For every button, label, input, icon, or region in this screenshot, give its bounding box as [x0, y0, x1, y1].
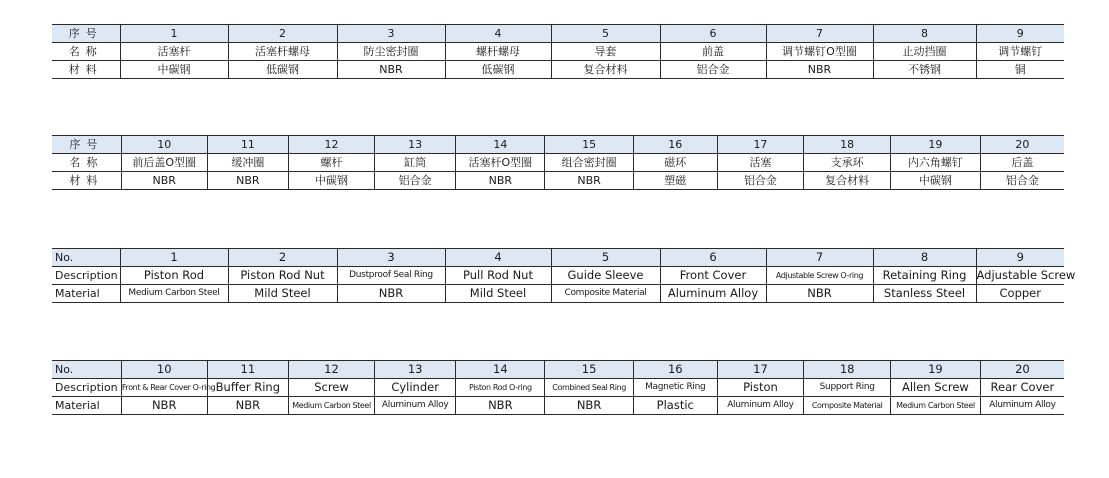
number-cell: 12 [289, 136, 375, 154]
material-cell: Medium Carbon Steel [289, 397, 375, 415]
material-cell: 铝合金 [980, 172, 1064, 190]
number-cell: 9 [976, 249, 1064, 267]
number-cell: 18 [804, 136, 891, 154]
number-cell: 18 [804, 361, 891, 379]
parts-table-en-1-9 [52, 248, 1076, 303]
number-cell: 19 [891, 136, 981, 154]
number-cell: 4 [445, 249, 551, 267]
material-cell: 不锈钢 [873, 61, 976, 79]
number-cell: 9 [976, 25, 1064, 43]
name-cell: Front & Rear Cover O-ring [121, 379, 207, 397]
name-cell: 螺杆 [289, 154, 375, 172]
number-cell: 16 [633, 136, 717, 154]
number-cell: 16 [633, 361, 717, 379]
name-cell: 内六角螺钉 [891, 154, 981, 172]
number-cell: 3 [337, 249, 445, 267]
number-cell: 17 [717, 136, 804, 154]
material-cell: NBR [207, 397, 289, 415]
parts-table-en-10-20 [52, 360, 1064, 415]
number-cell: 2 [228, 25, 337, 43]
parts-table-cn-10-20 [52, 135, 1064, 190]
name-cell: Adjustable Screw [976, 267, 1064, 285]
number-cell: 7 [766, 25, 873, 43]
name-cell: 前后盖O型圈 [121, 154, 207, 172]
number-cell: 6 [660, 25, 766, 43]
number-cell: 6 [660, 249, 766, 267]
name-cell: Magnetic Ring [633, 379, 717, 397]
number-cell: 3 [337, 25, 445, 43]
number-cell: 11 [207, 361, 289, 379]
name-cell: Piston [717, 379, 804, 397]
header-name: 名称 [52, 154, 121, 172]
name-cell: Buffer Ring [207, 379, 289, 397]
material-cell: Composite Material [804, 397, 891, 415]
material-cell: Mild Steel [445, 285, 551, 303]
name-row [52, 379, 1064, 397]
number-cell: 1 [120, 249, 228, 267]
number-row [52, 361, 1064, 379]
number-cell: 8 [873, 249, 976, 267]
name-row [52, 154, 1064, 172]
name-cell: 导套 [551, 43, 660, 61]
material-cell: NBR [456, 397, 545, 415]
header-material: 材料 [52, 61, 120, 79]
name-cell: Adjustable Screw O-ring [766, 267, 873, 285]
name-cell: 前盖 [660, 43, 766, 61]
name-cell: 调节螺钉O型圈 [766, 43, 873, 61]
name-cell: Front Cover [660, 267, 766, 285]
material-cell: 低碳钢 [228, 61, 337, 79]
material-cell: 复合材料 [804, 172, 891, 190]
header-number: 序号 [52, 25, 120, 43]
material-cell: Aluminum Alloy [374, 397, 456, 415]
number-cell: 7 [766, 249, 873, 267]
name-cell: Screw [289, 379, 375, 397]
number-cell: 14 [456, 136, 545, 154]
name-cell: 缸筒 [374, 154, 456, 172]
number-cell: 5 [551, 249, 660, 267]
name-cell: Support Ring [804, 379, 891, 397]
name-cell: Piston Rod O-ring [456, 379, 545, 397]
material-cell: Mild Steel [228, 285, 337, 303]
name-cell: Guide Sleeve [551, 267, 660, 285]
name-cell: 活塞杆O型圈 [456, 154, 545, 172]
material-row [52, 285, 1064, 303]
name-cell: 组合密封圈 [545, 154, 634, 172]
header-number: No. [52, 361, 121, 379]
name-cell: Cylinder [374, 379, 456, 397]
name-cell: 磁环 [633, 154, 717, 172]
material-cell: 铝合金 [660, 61, 766, 79]
header-name: 名称 [52, 43, 120, 61]
header-number: No. [52, 249, 120, 267]
material-cell: Aluminum Alloy [717, 397, 804, 415]
header-material: Material [52, 285, 120, 303]
name-cell: Allen Screw [891, 379, 981, 397]
number-cell: 10 [121, 136, 207, 154]
parts-table-cn-1-9 [52, 24, 1064, 79]
number-cell: 5 [551, 25, 660, 43]
header-description: Description [52, 379, 121, 397]
material-cell: Composite Material [551, 285, 660, 303]
name-cell: Rear Cover [980, 379, 1064, 397]
material-cell: 中碳钢 [120, 61, 228, 79]
material-cell: 中碳钢 [289, 172, 375, 190]
name-cell: 止动挡圈 [873, 43, 976, 61]
material-cell: NBR [121, 397, 207, 415]
material-cell: Medium Carbon Steel [891, 397, 981, 415]
header-material: Material [52, 397, 121, 415]
number-cell: 14 [456, 361, 545, 379]
material-cell: 低碳钢 [445, 61, 551, 79]
material-cell: NBR [545, 397, 634, 415]
name-cell: Piston Rod [120, 267, 228, 285]
number-cell: 15 [545, 136, 634, 154]
name-cell: Dustproof Seal Ring [337, 267, 445, 285]
number-row [52, 136, 1064, 154]
number-cell: 12 [289, 361, 375, 379]
number-cell: 17 [717, 361, 804, 379]
name-cell: 活塞杆 [120, 43, 228, 61]
name-row [52, 43, 1064, 61]
name-cell: Pull Rod Nut [445, 267, 551, 285]
material-cell: 铝合金 [717, 172, 804, 190]
name-cell: 螺杆螺母 [445, 43, 551, 61]
number-cell: 10 [121, 361, 207, 379]
name-cell: Retaining Ring [873, 267, 976, 285]
name-cell: 支承环 [804, 154, 891, 172]
material-cell: 中碳钢 [891, 172, 981, 190]
number-cell: 2 [228, 249, 337, 267]
number-cell: 19 [891, 361, 981, 379]
number-cell: 13 [374, 136, 456, 154]
number-cell: 4 [445, 25, 551, 43]
material-cell: 塑磁 [633, 172, 717, 190]
name-cell: 调节螺钉 [976, 43, 1064, 61]
material-cell: NBR [766, 285, 873, 303]
material-row [52, 397, 1064, 415]
material-cell: Stanless Steel [873, 285, 976, 303]
material-cell: NBR [207, 172, 289, 190]
number-cell: 11 [207, 136, 289, 154]
material-cell: Copper [976, 285, 1064, 303]
material-cell: NBR [337, 285, 445, 303]
number-cell: 13 [374, 361, 456, 379]
material-cell: Plastic [633, 397, 717, 415]
material-cell: NBR [121, 172, 207, 190]
material-cell: NBR [545, 172, 634, 190]
material-cell: NBR [766, 61, 873, 79]
number-cell: 8 [873, 25, 976, 43]
number-row [52, 25, 1064, 43]
material-cell: Aluminum Alloy [660, 285, 766, 303]
material-cell: NBR [456, 172, 545, 190]
material-row [52, 172, 1064, 190]
material-cell: 复合材料 [551, 61, 660, 79]
header-material: 材料 [52, 172, 121, 190]
name-cell: 缓冲圈 [207, 154, 289, 172]
number-cell: 15 [545, 361, 634, 379]
number-cell: 1 [120, 25, 228, 43]
number-cell: 20 [980, 136, 1064, 154]
name-cell: Piston Rod Nut [228, 267, 337, 285]
name-cell: 后盖 [980, 154, 1064, 172]
number-row [52, 249, 1064, 267]
material-row [52, 61, 1064, 79]
name-cell: 活塞杆螺母 [228, 43, 337, 61]
name-cell: 防尘密封圈 [337, 43, 445, 61]
material-cell: NBR [337, 61, 445, 79]
material-cell: 铜 [976, 61, 1064, 79]
number-cell: 20 [980, 361, 1064, 379]
header-number: 序号 [52, 136, 121, 154]
name-cell: Combined Seal Ring [545, 379, 634, 397]
material-cell: Medium Carbon Steel [120, 285, 228, 303]
material-cell: Aluminum Alloy [980, 397, 1064, 415]
name-row [52, 267, 1064, 285]
name-cell: 活塞 [717, 154, 804, 172]
header-description: Description [52, 267, 120, 285]
material-cell: 铝合金 [374, 172, 456, 190]
